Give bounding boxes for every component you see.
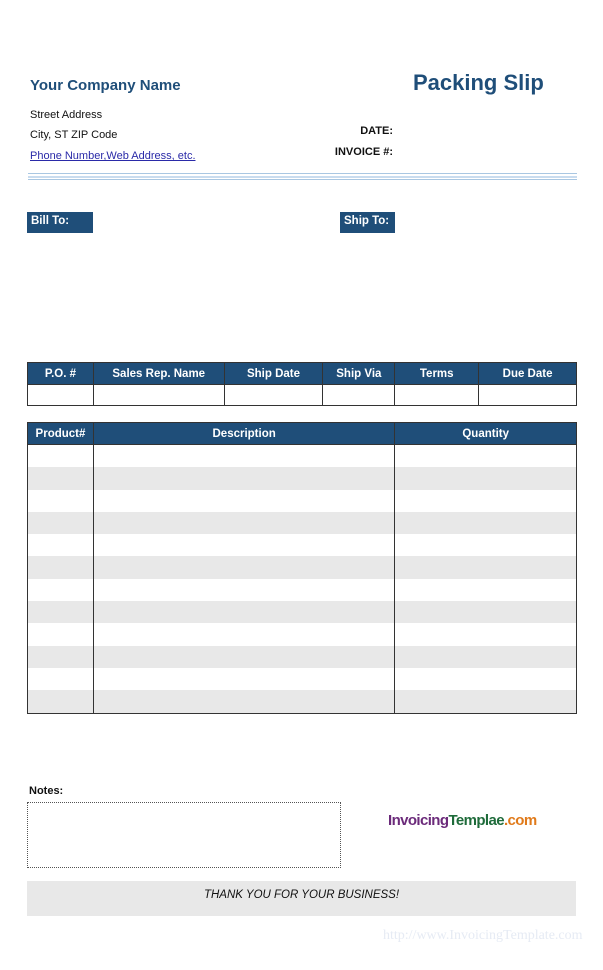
description-cell[interactable] <box>93 467 394 489</box>
table-row <box>28 445 577 468</box>
quantity-cell[interactable] <box>395 490 577 512</box>
sales-rep-cell[interactable] <box>93 385 224 406</box>
invoice-label: INVOICE #: <box>334 146 393 158</box>
description-cell[interactable] <box>93 601 394 623</box>
contact-link[interactable]: Phone Number,Web Address, etc. <box>30 150 196 162</box>
product-cell[interactable] <box>28 601 94 623</box>
description-cell[interactable] <box>93 534 394 556</box>
product-cell[interactable] <box>28 690 94 713</box>
table-row <box>28 467 577 489</box>
order-info-table <box>27 362 577 406</box>
description-cell[interactable] <box>93 512 394 534</box>
product-cell[interactable] <box>28 646 94 668</box>
divider <box>28 179 577 180</box>
table-row <box>28 385 577 406</box>
date-label: DATE: <box>360 125 393 137</box>
divider <box>28 173 577 174</box>
quantity-cell[interactable] <box>395 690 577 713</box>
city-state-zip: City, ST ZIP Code <box>30 129 118 141</box>
divider <box>28 176 577 178</box>
table-row <box>28 668 577 690</box>
table-row <box>28 690 577 713</box>
description-cell[interactable] <box>93 690 394 713</box>
company-name: Your Company Name <box>30 77 181 94</box>
page-title: Packing Slip <box>413 70 544 95</box>
table-row <box>28 601 577 623</box>
product-cell[interactable] <box>28 490 94 512</box>
due-date-cell[interactable] <box>479 385 577 406</box>
ship-via-cell[interactable] <box>323 385 395 406</box>
table-row <box>28 579 577 601</box>
product-cell[interactable] <box>28 668 94 690</box>
watermark: http://www.InvoicingTemplate.com <box>383 928 583 943</box>
description-cell[interactable] <box>93 668 394 690</box>
product-cell[interactable] <box>28 534 94 556</box>
product-cell[interactable] <box>28 445 94 468</box>
logo: InvoicingTemplae.com <box>388 812 537 829</box>
street-address: Street Address <box>30 109 103 121</box>
notes-field[interactable] <box>27 802 341 868</box>
table-row <box>28 623 577 645</box>
description-cell[interactable] <box>93 646 394 668</box>
quantity-cell[interactable] <box>395 623 577 645</box>
quantity-cell[interactable] <box>395 646 577 668</box>
ship-via-header: Ship Via <box>323 363 395 385</box>
table-row <box>28 534 577 556</box>
product-cell[interactable] <box>28 579 94 601</box>
description-header: Description <box>93 423 394 445</box>
table-row <box>28 490 577 512</box>
product-cell[interactable] <box>28 556 94 578</box>
quantity-cell[interactable] <box>395 556 577 578</box>
quantity-cell[interactable] <box>395 579 577 601</box>
thank-you-banner: THANK YOU FOR YOUR BUSINESS! <box>27 881 576 916</box>
ship-date-header: Ship Date <box>224 363 323 385</box>
quantity-cell[interactable] <box>395 467 577 489</box>
due-date-header: Due Date <box>479 363 577 385</box>
table-row <box>28 512 577 534</box>
ship-to-label: Ship To: <box>340 212 395 233</box>
description-cell[interactable] <box>93 445 394 468</box>
quantity-cell[interactable] <box>395 601 577 623</box>
quantity-cell[interactable] <box>395 668 577 690</box>
sales-rep-header: Sales Rep. Name <box>93 363 224 385</box>
quantity-header: Quantity <box>395 423 577 445</box>
table-row <box>28 556 577 578</box>
po-cell[interactable] <box>28 385 94 406</box>
quantity-cell[interactable] <box>395 534 577 556</box>
po-header: P.O. # <box>28 363 94 385</box>
product-cell[interactable] <box>28 623 94 645</box>
terms-header: Terms <box>395 363 479 385</box>
description-cell[interactable] <box>93 623 394 645</box>
description-cell[interactable] <box>93 556 394 578</box>
quantity-cell[interactable] <box>395 512 577 534</box>
notes-label: Notes: <box>29 785 64 797</box>
description-cell[interactable] <box>93 490 394 512</box>
product-header: Product# <box>28 423 94 445</box>
table-row <box>28 646 577 668</box>
quantity-cell[interactable] <box>395 445 577 468</box>
product-cell[interactable] <box>28 467 94 489</box>
ship-date-cell[interactable] <box>224 385 323 406</box>
bill-to-label: Bill To: <box>27 212 93 233</box>
description-cell[interactable] <box>93 579 394 601</box>
items-table <box>27 422 577 714</box>
terms-cell[interactable] <box>395 385 479 406</box>
product-cell[interactable] <box>28 512 94 534</box>
